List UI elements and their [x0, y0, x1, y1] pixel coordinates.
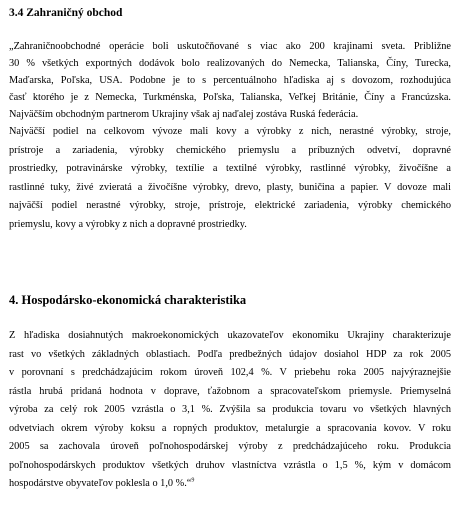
- text-line: výroba za celý rok 2005 vzrástla o 3,1 %. Zvýšila sa produkcia tovaru vo všetkých hlavných: [9, 404, 451, 415]
- footnote-marker[interactable]: 9: [191, 477, 195, 484]
- text-line-final: [9, 475, 451, 494]
- text-line: najväčší podiel nerastné výrobky, stroje, prístroje, elektrické zariadenia, výrobky chemického: [9, 200, 451, 211]
- final-sentence: hospodárstve obyvateľov poklesla o 1,0 %.“: [9, 478, 192, 489]
- text-line: Najväčší podiel na celkovom vývoze mali kovy a výrobky z nich, nerastné výrobky, stroje,: [9, 126, 451, 137]
- text-line: časť ktorého je z Nemecka, Turkménska, Poľska, Talianska, Veľkej Británie, Číny a Francúzska.: [9, 92, 451, 103]
- paragraph-foreign-trade-partners: [9, 38, 451, 123]
- paragraph-economic-indicators: [9, 327, 451, 494]
- text-line: Z hľadiska dosiahnutých makroekonomických ukazovateľov ekonomiku Ukrajiny charakterizuje: [9, 330, 451, 341]
- section-heading-economic-characteristics: 4. Hospodársko-ekonomická charakteristika: [9, 293, 247, 307]
- text-line: Maďarska, Poľska, USA. Podobne je to s percentuálnoho hľadiska aj s dovozom, rozhodujúca: [9, 75, 451, 86]
- text-line: 30 % všetkých exportných dodávok bolo realizovaných do Nemecka, Talianska, Číny, Turecka,: [9, 58, 451, 69]
- text-line: 2005 sa zachovala úroveň poľnohospodárskej výroby z predchádzajúceho roku. Produkcia: [9, 441, 451, 452]
- text-line: Najväčším obchodným partnerom Ukrajiny však aj naďalej zostáva Ruská federácia.: [9, 109, 359, 120]
- text-line: odvetviach okrem výroby koksu a ropných produktov, metalurgie a spracovania kovov. V roku: [9, 422, 451, 434]
- text-line: prostriedky, potravinárske výrobky, textílie a textilné výrobky, rastlinné výrobky, živočíšne a: [9, 163, 451, 174]
- text-line: rástla hrubá pridaná hodnota v doprave, ťažobnom a spracovateľskom priemysle. Priemyselná: [9, 385, 451, 397]
- text-line: „Zahraničnoobchodné operácie boli uskutočňované s viac ako 200 krajinami sveta. Približne: [9, 41, 451, 52]
- text-line: rast vo všetkých základných oblastiach. Podľa predbežných údajov dosiahol HDP za rok 2005: [9, 348, 451, 360]
- text-line: v porovnaní s predchádzajúcim rokom úroveň 102,4 %. V priebehu roka 2005 najvýraznejšie: [9, 367, 451, 378]
- paragraph-export-import-structure: [9, 123, 451, 234]
- text-line: poľnohospodárskych produktov všetkých druhov vlastníctva vzrástla o 1,5 %, kým v domácom: [9, 459, 451, 471]
- text-line: prístroje a zariadenia, výrobky chemického priemyslu a príbuzných odvetví, dopravné: [9, 144, 451, 156]
- text-line: priemyslu, kovy a výrobky z nich a dopravné prostriedky.: [9, 218, 247, 230]
- section-heading-foreign-trade: 3.4 Zahraničný obchod: [9, 7, 123, 19]
- text-line: rastlinné tuky, živé zvieratá a živočíšne výrobky, drevo, plasty, buničina a papier. V dovoze mali: [9, 181, 451, 193]
